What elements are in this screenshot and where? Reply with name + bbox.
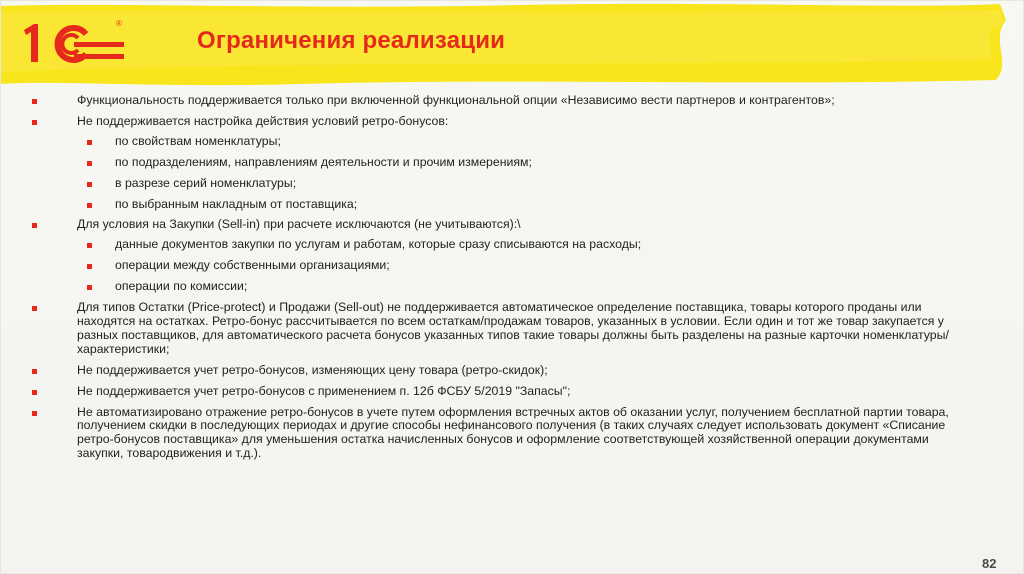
bullet-icon xyxy=(32,120,37,125)
sub-list-item-text: в разрезе серий номенклатуры; xyxy=(115,175,297,190)
bullet-icon xyxy=(87,203,92,208)
bullet-icon xyxy=(87,264,92,269)
bullet-icon xyxy=(87,161,92,166)
sub-list-item xyxy=(77,259,962,273)
list-item xyxy=(32,364,962,378)
bullet-icon xyxy=(32,390,37,395)
sub-list xyxy=(32,238,962,294)
list-item-text: Не поддерживается учет ретро-бонусов, изменяющих цену товара (ретро-скидок); xyxy=(77,362,548,377)
list-item-text: Не поддерживается учет ретро-бонусов с применением п. 12б ФСБУ 5/2019 "Запасы"; xyxy=(77,383,571,398)
bullet-list xyxy=(32,94,962,468)
list-item xyxy=(32,115,962,129)
list-item-text: Для условия на Закупки (Sell-in) при расчете исключаются (не учитываются):\ xyxy=(77,217,521,232)
title-banner xyxy=(0,0,1024,86)
sub-list-item xyxy=(77,238,962,252)
sub-list-item-text: по свойствам номенклатуры; xyxy=(115,133,281,148)
registered-mark: ® xyxy=(116,19,122,28)
bullet-icon xyxy=(87,285,92,290)
sub-list-item-text: операции по комиссии; xyxy=(115,279,248,294)
sub-list-item-text: по подразделениям, направлениям деятельности и прочим измерениям; xyxy=(115,154,532,169)
list-item xyxy=(32,385,962,399)
page-number: 82 xyxy=(982,556,997,571)
list-item xyxy=(32,406,962,462)
bullet-icon xyxy=(87,182,92,187)
list-item-text: Не автоматизировано отражение ретро-бонусов в учете путем оформления встречных актов об оказании услуг, получением бесплатной партии товара, получением скидки в последующих периодах и другие способы нефинансового получения (в таких случаях следует использовать документ «Списание ретро-бонусов поставщика» для уменьшения остатка начисленных бонусов и оформление соответствующей хозяйственной операции документами закупки, товародвижения и т.д.). xyxy=(77,404,949,461)
bullet-icon xyxy=(87,243,92,248)
list-item xyxy=(32,94,962,108)
bullet-icon xyxy=(32,99,37,104)
sub-list-item-text: данные документов закупки по услугам и работам, которые сразу списываются на расходы; xyxy=(115,237,642,252)
list-item xyxy=(32,218,962,232)
1c-logo-icon xyxy=(18,14,128,70)
sub-list-item xyxy=(77,198,962,212)
sub-list-item xyxy=(77,156,962,170)
sub-list-item-text: по выбранным накладным от поставщика; xyxy=(115,196,358,211)
sub-list-item-text: операции между собственными организациями; xyxy=(115,258,390,273)
list-item-text: Для типов Остатки (Price-protect) и Продажи (Sell-out) не поддерживается автоматическое определение поставщика, товары которого проданы или находятся на остатках. Ретро-бонус рассчитывается по всем остаткам/продажам товаров, указанных в условии. Если один и тот же товар закупается у разных поставщиков, для автоматического расчета бонусов указанных типов такие товары должны быть разделены на разные карточки номенклатуры/характеристики; xyxy=(77,300,949,356)
list-item-text: Не поддерживается настройка действия условий ретро-бонусов: xyxy=(77,113,449,128)
sub-list-item xyxy=(77,135,962,149)
sub-list xyxy=(32,135,962,212)
bullet-icon xyxy=(32,306,37,311)
list-item-text: Функциональность поддерживается только при включенной функциональной опции «Независимо вести партнеров и контрагентов»; xyxy=(77,93,835,107)
list-item xyxy=(32,301,962,357)
bullet-icon xyxy=(32,411,37,416)
sub-list-item xyxy=(77,280,962,294)
bullet-icon xyxy=(32,223,37,228)
sub-list-item xyxy=(77,177,962,191)
bullet-icon xyxy=(87,140,92,145)
slide-title: Ограничения реализации xyxy=(197,27,506,54)
bullet-icon xyxy=(32,369,37,374)
